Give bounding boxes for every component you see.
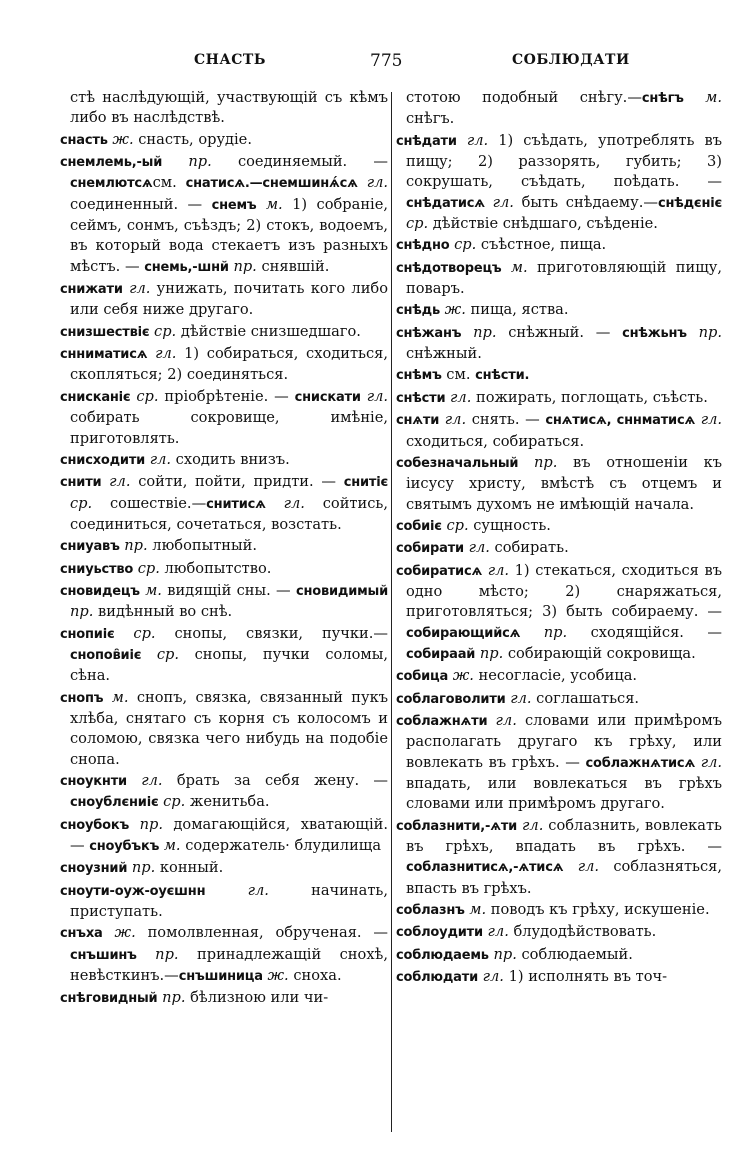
definition-text [487,712,495,729]
definition-text: дѣйствіе снизшедшаго. [176,322,361,340]
grammar-label: пр. [124,537,148,555]
grammar-label: гл. [149,450,172,468]
grammar-label: пр. [131,859,156,877]
definition-text [485,194,493,211]
headword: снѧтисѧ, сннматисѧ [545,413,696,429]
definition-text [563,858,577,875]
dictionary-entry [396,235,722,256]
grammar-label: гл. [492,193,514,211]
dictionary-entry [60,450,388,471]
headword: снѣжьнъ [622,325,687,341]
definition-text [103,689,111,706]
definition-text [358,174,367,191]
headword: снѣдатисѧ [406,195,485,211]
headword: соблаговолити [396,691,506,707]
grammar-label: гл. [577,858,599,876]
definition-text: приготовляющій пищу, поваръ. [406,258,722,298]
dictionary-entry [396,258,722,300]
grammar-label: гл. [487,561,510,579]
headword: снниматисѧ [60,347,148,363]
definition-text: дѣйствіе снѣдшаго, съѣденіе. [428,215,658,233]
grammar-label: гл. [522,816,544,834]
dictionary-entry [60,858,388,879]
definition-text [520,624,543,641]
definition-text: снопы, пучки соломы, сѣна. [70,645,388,685]
headword: снѣдно [396,238,450,254]
headword: снъшинъ [70,947,137,963]
grammar-label: м. [265,195,283,213]
definition-text: домагающійся, хватающій. — [70,815,388,855]
definition-text [266,495,284,512]
dictionary-entry [396,516,722,537]
dictionary-entry [60,88,388,129]
headword: сноузний [60,861,128,877]
headword: собиратисѧ [396,563,483,579]
definition-text: словами или примѣромъ располагать другаго къ грѣху, или вовлекать въ грѣхъ. — [406,711,722,771]
left-guide-word: СНАСТЬ [194,52,266,68]
headword: снасть [60,132,108,148]
grammar-label: ж. [267,967,289,985]
grammar-label: гл. [155,345,177,363]
grammar-label: ср. [154,322,177,340]
definition-text: снѣжный. [406,345,482,363]
headword: снѣмъ [396,368,442,384]
grammar-label: ср. [136,387,159,405]
definition-text [518,454,534,471]
definition-text: снять. — [466,411,546,429]
grammar-label: гл. [366,174,388,192]
definition-text: соблюдаемый. [516,945,633,963]
definition-text: стотою подобный снѣгу.— [406,89,642,106]
headword: снизшествіє [60,324,150,340]
headword: снѣжанъ [396,325,462,341]
definition-text [256,196,265,213]
dictionary-entry [60,581,388,623]
grammar-label: ср. [406,215,429,233]
definition-text: соединенный. — [70,195,212,213]
grammar-label: пр. [479,644,504,662]
grammar-label: ср. [137,559,160,577]
grammar-label: ср. [163,793,186,811]
dictionary-entry [396,900,722,921]
dictionary-entry [60,923,388,987]
definition-text: конный. [155,859,224,877]
grammar-label: гл. [366,387,388,405]
dictionary-entry [396,131,722,235]
grammar-label: пр. [543,623,568,641]
headword: снитіє [343,475,388,491]
definition-text: соблазнить, вовлекать въ грѣхъ, впадать въ грѣхъ. — [406,816,722,856]
headword: соблазнитисѧ,-ѧтисѧ [406,860,564,876]
grammar-label: ср. [446,516,469,534]
grammar-label: пр. [155,945,179,963]
headword: соблазнъ [396,903,465,919]
headword: сноубъкъ [89,839,160,855]
dictionary-entry [396,365,722,386]
grammar-label: гл. [283,494,305,512]
headword: снѣдотворецъ [396,260,502,276]
headword: снопиіє [60,626,115,642]
headword: снъшиница [178,969,263,985]
headword: снемъ [211,197,257,213]
headword: снѣсти [396,390,446,406]
dictionary-entry [396,561,722,666]
definition-text [502,259,511,276]
grammar-label: гл. [700,753,722,771]
grammar-label: гл. [109,473,131,491]
definition-text: пища, яства. [465,301,569,319]
definition-text: видящій сны. — [161,581,296,599]
headword: снемь,-шнй [144,259,229,275]
definition-text [114,625,133,642]
headword: снѣсти. [475,368,530,384]
definition-text: блудодѣйствовать. [508,923,657,941]
grammar-label: м. [145,581,162,599]
dictionary-entry [396,967,722,988]
grammar-label: ж. [112,130,134,148]
definition-text: съѣстное, пища. [476,236,607,254]
headword: снемлютсѧ [70,176,153,192]
headword: сниуьство [60,561,134,577]
definition-text: несогласіе, усобица. [473,667,638,685]
definition-text: соглашаться. [531,689,640,707]
definition-text: сходящійся. — [567,623,722,641]
headword: собезначальный [396,455,519,471]
definition-text: соединяемый. — [211,153,388,171]
grammar-label: пр. [473,323,497,341]
grammar-label: пр. [188,153,212,171]
definition-text: снасть, орудіе. [133,130,252,148]
grammar-label: пр. [493,945,517,963]
headword: собиіє [396,518,442,534]
dictionary-entry [60,815,388,858]
dictionary-entry [396,816,722,899]
definition-text: 1) съѣдать, употреблять въ пищу; 2) раззорять, губить; 3) сокрушать, съѣдать, поѣдать. — [406,131,722,191]
right-column [396,88,722,1138]
definition-text: собирать. [489,539,569,557]
headword: соблажнѧтисѧ [585,755,696,771]
headword: снитисѧ [206,496,266,512]
dictionary-entry [60,344,388,386]
grammar-label: гл. [141,772,163,789]
definition-text: снѣгъ. [406,110,455,128]
definition-text: въ отношеніи къ іисусу христу, вмѣстѣ съ отцемъ и святымъ духомъ не имѣющій начала. [406,453,722,513]
running-head [58,52,718,76]
definition-text: бѣлизною или чи- [185,989,329,1007]
definition-text: 1) собираться, сходиться, скопляться; 2) соединяться. [70,345,388,384]
headword: собирающийсѧ [406,625,521,641]
headword: соблюдати [396,970,478,986]
definition-text: брать за себя жену. — [162,772,388,789]
grammar-label: гл. [510,689,532,707]
definition-text: снѣжный. — [496,323,623,341]
headword: сноубокъ [60,817,130,833]
grammar-label: ж. [114,924,136,942]
dictionary-entry [396,922,722,943]
headword: снъха [60,926,103,942]
headword: сновидимый [295,583,388,599]
grammar-label: пр. [534,453,558,471]
dictionary-entry [60,472,388,535]
dictionary-entry [60,279,388,321]
definition-text: сошествіе.— [92,494,207,512]
definition-text: видѣнный во снѣ. [93,603,233,621]
headword: сноути-оуж-оуєшнн [60,883,206,899]
dictionary-entry [396,453,722,515]
grammar-label: гл. [129,280,151,298]
headword: снижати [60,282,123,298]
grammar-label: ср. [133,624,156,642]
grammar-label: пр. [233,257,257,275]
headword: соблажнѧти [396,713,488,729]
definition-text: сойти, пойти, придти. — [130,473,344,491]
definition-text: снопъ, связка, связанный пукъ хлѣба, снятаго съ корня съ колосомъ и соломою, связка чего нибудь на подобіе снопа. [70,688,388,768]
definition-text: принадлежащій снохѣ, невѣсткинъ.— [70,945,388,985]
definition-text [162,153,188,170]
headword: снити [60,475,102,491]
definition-text: начинать, приступать. [70,881,388,921]
dictionary-entry [60,624,388,687]
right-guide-word: СОБЛЮДАТИ [512,52,630,68]
headword: соблазнити,-ѧти [396,818,518,834]
grammar-label: гл. [450,388,472,406]
grammar-label: ср. [70,494,93,512]
definition-text [129,816,139,833]
headword: снопов̑иіє [70,647,142,663]
definition-text: сущность. [468,516,551,534]
definition-text: поводъ къ грѣху, искушеніе. [486,901,710,919]
headword: снискати [294,389,361,405]
dictionary-entry [60,559,388,580]
grammar-label: пр. [162,989,186,1007]
headword: сноукнти [60,774,127,789]
headword: снѧти [396,413,440,429]
headword: снемлемь,-ый [60,155,163,171]
headword: снѣдати [396,133,457,149]
grammar-label: гл. [482,968,504,986]
definition-text: быть снѣдаему.— [513,193,658,211]
headword: собица [396,669,449,685]
headword: сновидецъ [60,583,140,599]
grammar-label: ж. [452,667,474,685]
definition-text: 1) стекаться, сходиться въ одно мѣсто; 2) снаряжаться, приготовляться; 3) быть собираему. — [406,561,722,621]
dictionary-entry [396,945,722,966]
grammar-label: м. [469,901,487,919]
definition-text: стѣ наслѣдующій, участвующій съ кѣмъ либо въ наслѣдствѣ. [70,89,388,127]
definition-text: собирать сокровище, имѣніе, приготовлять. [70,409,388,447]
grammar-label: гл. [495,711,517,729]
grammar-label: м. [705,89,722,106]
column-divider [391,92,392,1132]
definition-text: соблазняться, впасть въ грѣхъ. [406,858,722,897]
dictionary-entry [60,387,388,449]
grammar-label: пр. [698,323,722,341]
dictionary-entry [396,689,722,710]
grammar-label: ж. [444,301,466,319]
dictionary-entry [396,88,722,130]
definition-text: 1) собраніе, сеймъ, сонмъ, съѣздъ; 2) стокъ, водоемъ, въ который вода стекаетъ изъ разныхъ мѣстъ. — [70,195,388,275]
definition-text [103,924,115,941]
grammar-label: пр. [70,603,94,621]
dictionary-entry [60,988,388,1009]
headword: собираай [406,646,476,662]
dictionary-entry [60,130,388,151]
definition-text: унижать, почитать кого либо или себя ниже другаго. [70,280,388,319]
definition-text: снопы, связки, пучки.— [155,624,388,642]
definition-text [205,882,247,899]
definition-text [127,772,141,789]
headword: снѣдєніє [657,195,722,211]
dictionary-entry [60,536,388,557]
definition-text: см. [441,366,476,384]
grammar-label: гл. [700,411,722,429]
definition-text [687,324,699,341]
dictionary-entry [60,322,388,343]
dictionary-entry [396,323,722,365]
grammar-label: гл. [444,411,467,429]
definition-text [137,946,155,963]
definition-text: любопытство. [159,559,272,577]
definition-text: сходиться, собираться. [406,432,585,450]
headword: сноублєниіє [70,795,159,811]
definition-text [101,473,109,490]
page-number: 775 [370,51,403,71]
headword: собирати [396,541,464,557]
grammar-label: м. [163,837,181,855]
dictionary-entry [396,410,722,452]
dictionary-entry [60,881,388,923]
definition-text: впадать, или вовлекаться въ грѣхъ словами или примѣромъ другаго. [406,775,722,813]
headword: снѣдь [396,303,440,319]
grammar-label: ср. [156,645,180,663]
headword: сѧ [339,176,358,192]
definition-text: снявшій. [256,257,330,275]
definition-text: 1) исполнять въ точ- [503,968,668,986]
definition-text [684,89,706,106]
definition-text: собирающій сокровища. [503,644,696,662]
definition-text: пріобрѣтеніе. — [158,387,295,405]
definition-text [457,132,467,149]
grammar-label: м. [510,258,528,276]
definition-text: женитьба. [185,793,270,811]
grammar-label: гл. [247,881,269,899]
dictionary-entry [60,771,388,814]
dictionary-entry [60,152,388,278]
dictionary-entry [396,711,722,815]
headword: снатисѧ.—снемшинѧ́ [185,176,340,192]
headword: снисходити [60,452,146,468]
definition-text: любопытный. [147,537,257,555]
definition-text: содержатель· блудилища [180,837,382,855]
headword: снѣговидный [60,991,158,1007]
dictionary-entry [396,538,722,559]
definition-text: помолвленная, обрученая. — [135,924,388,942]
definition-text: сходить внизъ. [171,450,290,468]
headword: сниуавъ [60,539,120,555]
grammar-label: гл. [487,923,509,941]
dictionary-entry [396,388,722,409]
headword: снѣгъ [641,91,684,106]
grammar-label: гл. [468,539,490,557]
definition-text: пожирать, поглощать, съѣсть. [471,388,708,406]
dictionary-entry [60,688,388,770]
definition-text: сноха. [288,967,342,985]
dictionary-entry [396,300,722,321]
definition-text: см. [152,174,186,192]
definition-text [147,345,155,362]
left-column [60,88,388,1138]
headword: снисканіє [60,389,131,405]
dictionary-entry [396,666,722,687]
definition-text: сойтись, соединиться, сочетаться, возстать. [70,494,388,533]
grammar-label: м. [111,688,129,706]
headword: соблюдаемь [396,947,489,963]
definition-text [141,646,157,663]
grammar-label: пр. [139,815,163,833]
headword: соблоудити [396,925,483,941]
headword: снопъ [60,690,104,706]
grammar-label: ср. [454,236,477,254]
definition-text [461,324,473,341]
grammar-label: гл. [466,131,489,149]
